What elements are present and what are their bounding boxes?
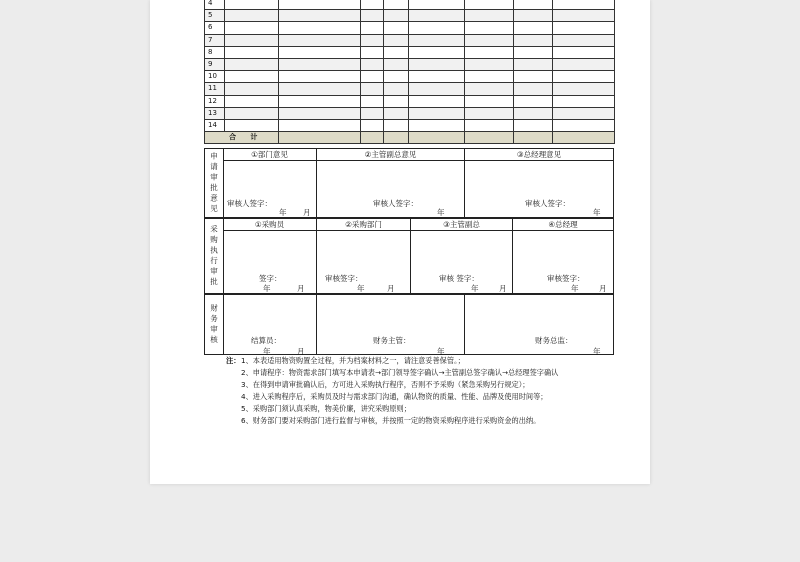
purchase-gm-cell [513, 219, 613, 293]
buyer-cell [223, 219, 317, 293]
vp-opinion-cell [317, 149, 465, 217]
buyer-signature: 签字： [259, 274, 282, 283]
month-label: 月 [499, 284, 507, 293]
purchase-gm-signature: 审核签字： [547, 274, 585, 283]
year-label: 年 [279, 208, 287, 217]
table-row [205, 119, 615, 131]
purchase-dept-cell [317, 219, 411, 293]
row-number: 5 [205, 10, 225, 22]
row-number: 9 [205, 58, 225, 70]
purchase-vp-head: ③主管副总 [411, 219, 512, 231]
gm-signature: 审核人签字： [525, 199, 570, 208]
table-row [205, 58, 615, 70]
table-row [205, 0, 615, 10]
row-number: 8 [205, 46, 225, 58]
notes-block [226, 355, 618, 428]
table-row [205, 10, 615, 22]
purchase-gm-head: ④总经理 [513, 219, 613, 231]
month-label: 月 [303, 208, 311, 217]
month-label: 月 [297, 284, 305, 293]
note-item: 6、财务部门要对采购部门进行监督与审核，并按照一定的物资采购程序进行采购资金的出纳。 [241, 416, 541, 426]
finance-manager-signature: 财务主管： [373, 336, 411, 345]
approval-label: 申请审批意见 [205, 149, 224, 217]
note-item: 5、采购部门须认真采购，物美价廉，讲究采购原则； [241, 404, 411, 414]
row-number: 10 [205, 71, 225, 83]
purchase-dept-head: ②采购部门 [317, 219, 410, 231]
vp-opinion-head: ②主管副总意见 [317, 149, 464, 161]
row-number: 11 [205, 83, 225, 95]
dept-signature: 审核人签字： [227, 199, 272, 208]
year-label: 年 [593, 208, 601, 217]
table-row [205, 95, 615, 107]
month-label: 月 [297, 347, 305, 356]
gm-opinion-cell [465, 149, 613, 217]
year-label: 年 [571, 284, 579, 293]
purchase-label: 采购执行审批 [205, 219, 224, 293]
year-label: 年 [437, 347, 445, 356]
table-row [205, 107, 615, 119]
purchase-section [204, 218, 614, 294]
note-item: 3、在得到申请审批确认后，方可进入采购执行程序，否则不予采购（紧急采购另行规定）； [241, 380, 530, 390]
accountant-signature: 结算员： [251, 336, 281, 345]
accountant-cell [223, 295, 317, 354]
year-label: 年 [437, 208, 445, 217]
purchase-dept-signature: 审核签字： [325, 274, 363, 283]
note-item: 2、申请程序：物资需求部门填写本申请表→部门领导签字确认→主管副总签字确认→总经理签字确认 [241, 368, 559, 378]
item-table [204, 0, 615, 144]
gm-opinion-head: ③总经理意见 [465, 149, 613, 161]
year-label: 年 [471, 284, 479, 293]
row-number: 14 [205, 119, 225, 131]
finance-section [204, 294, 614, 355]
row-number: 7 [205, 34, 225, 46]
table-row [205, 22, 615, 34]
row-number: 4 [205, 0, 225, 10]
total-row [205, 132, 615, 144]
year-label: 年 [357, 284, 365, 293]
row-number: 12 [205, 95, 225, 107]
purchase-vp-cell [411, 219, 513, 293]
buyer-head: ①采购员 [223, 219, 316, 231]
year-label: 年 [593, 347, 601, 356]
purchase-vp-signature: 审核 签字： [439, 274, 479, 283]
note-item: 注：1、本表适用物资购置全过程，并为档案材料之一，请注意妥善保管。； [226, 355, 618, 367]
notes-label: 注： [226, 356, 241, 365]
row-number: 13 [205, 107, 225, 119]
row-number: 6 [205, 22, 225, 34]
finance-director-signature: 财务总监： [535, 336, 573, 345]
table-row [205, 46, 615, 58]
table-row [205, 34, 615, 46]
finance-label: 财务审核 [205, 295, 224, 354]
approval-section [204, 148, 614, 218]
year-label: 年 [263, 284, 271, 293]
table-row [205, 71, 615, 83]
vp-signature: 审核人签字： [373, 199, 418, 208]
finance-director-cell [465, 295, 613, 354]
dept-opinion-head: ①部门意见 [223, 149, 316, 161]
dept-opinion-cell [223, 149, 317, 217]
note-item: 4、进入采购程序后，采购员及时与需求部门沟通，确认物资的质量、性能、品牌及使用时间等； [241, 392, 548, 402]
month-label: 月 [387, 284, 395, 293]
finance-manager-cell [317, 295, 465, 354]
table-row [205, 83, 615, 95]
month-label: 月 [599, 284, 607, 293]
total-label: 合 计 [205, 132, 279, 144]
year-label: 年 [263, 347, 271, 356]
